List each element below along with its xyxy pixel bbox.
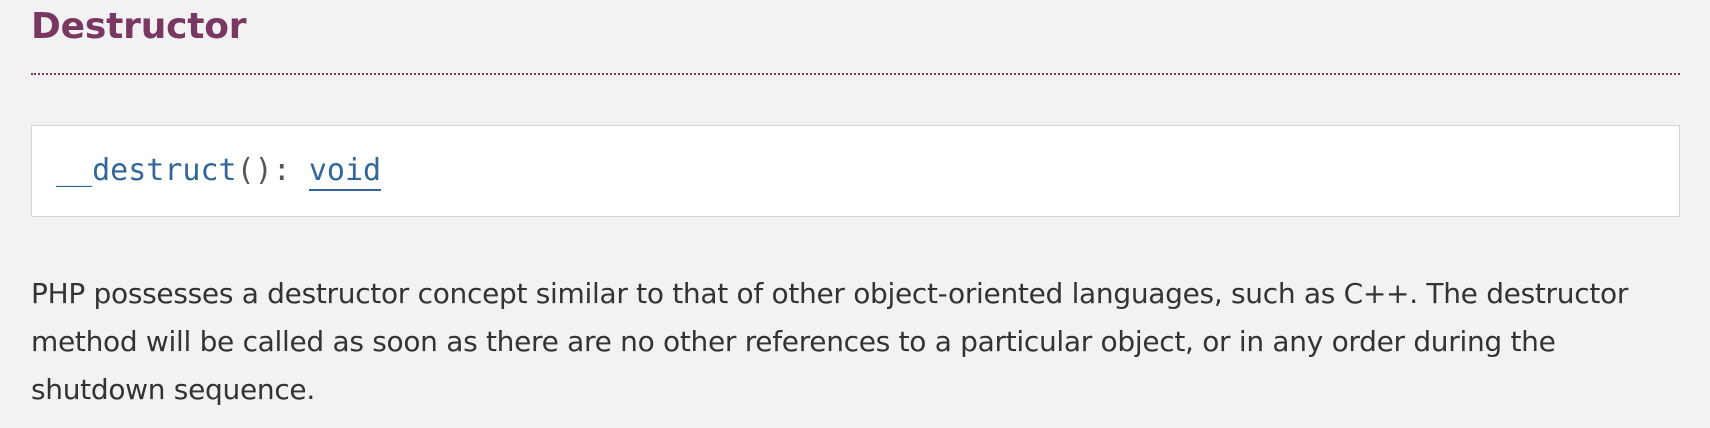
method-synopsis-box xyxy=(31,125,1680,217)
description-paragraph: PHP possesses a destructor concept similar to that of other object-oriented languages, such as C++. The destructor method will be called as soon as there are no other references to a particular object, or in any order during the shutdown sequence. xyxy=(31,277,1629,406)
return-type-separator: : xyxy=(272,153,309,188)
section-title: Destructor xyxy=(31,6,247,47)
title-divider xyxy=(31,73,1680,75)
return-type-link[interactable]: void xyxy=(309,153,381,191)
method-parens: () xyxy=(236,153,273,188)
method-signature xyxy=(56,153,381,189)
method-name: __destruct xyxy=(56,153,237,188)
